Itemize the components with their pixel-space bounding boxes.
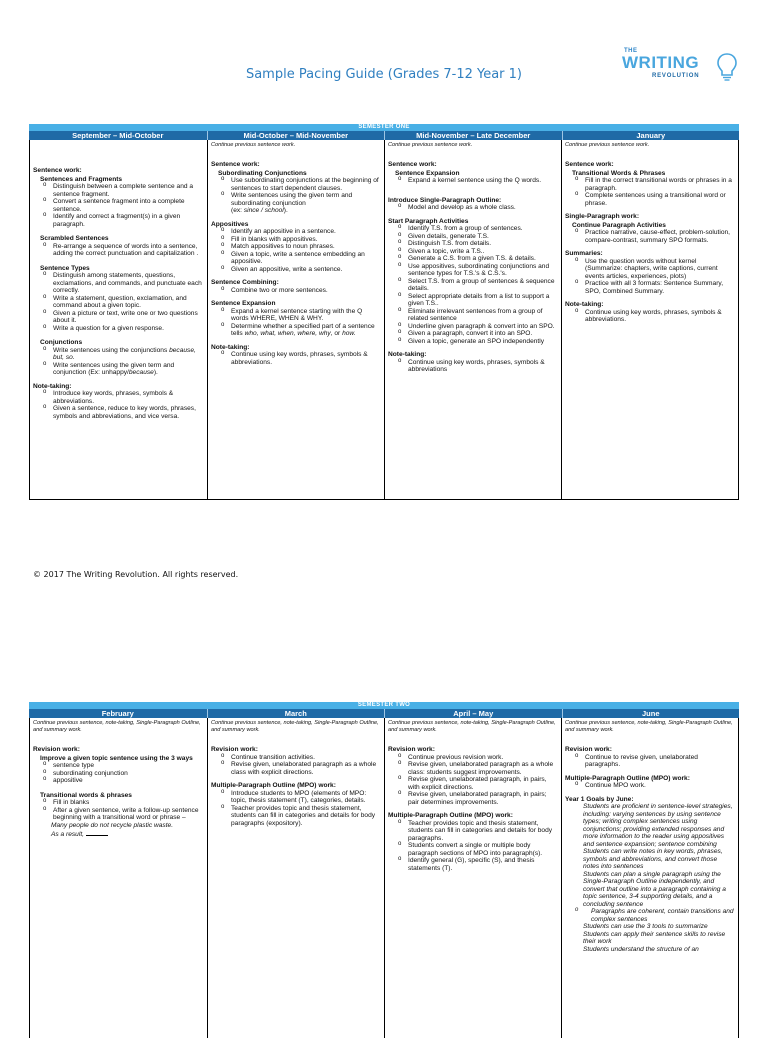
list-item: o Continue to revise given, unelaborated paragraphs. [565,754,734,769]
continue-note: Continue previous sentence, note-taking, Single-Paragraph Outline, and summary work. [33,720,201,733]
writing-revolution-logo [622,48,742,88]
heading: Sentence Expansion [211,300,276,307]
list-item: o Fill in blanks with appositives. [211,236,380,244]
list-item: o Teacher provides topic and thesis statement, students can fill in categories and details for body paragraphs. [388,820,557,843]
heading: Sentence work: [211,161,260,168]
semester-two-months [29,709,739,718]
subheading: Transitional words & phrases [40,791,132,799]
continue-note: Continue previous sentence, note-taking, Single-Paragraph Outline, and summary work. [388,720,556,733]
logo-the-text: THE [624,48,638,54]
column-april-may [384,718,561,1038]
heading: Appositives [211,220,249,228]
list-item: o Identify T.S. from a group of sentences. [388,225,557,233]
goal-item: Students can apply their sentence skills to revise their work [583,930,726,945]
list-item: o Given a sentence, reduce to key words, phrases, symbols and abbreviations, and vice versa. [33,405,203,420]
continue-note: Continue previous sentence, note-taking, Single-Paragraph Outline, and summary work. [565,720,733,733]
list-item: o Distinguish among statements, questions, exclamations, and commands, and punctuate each correctly. [33,272,203,295]
heading: Note-taking: [33,382,72,390]
column-oct-nov [207,140,384,499]
list-item: o Use the question words without kernel (Summarize: chapters, write captions, current events articles, experiences, plots) [565,258,734,281]
month-header: June [562,709,740,718]
semester-one-banner: SEMESTER ONE [29,124,739,131]
list-item: o Write a question for a given response. [33,325,203,333]
heading: Revision work: [211,746,258,753]
list-item: o Continue previous revision work. [388,754,557,762]
list-item: o Continue using key words, phrases, symbols & abbreviations [388,359,557,374]
heading: Summaries: [565,250,603,257]
list-item: o Identify an appositive in a sentence. [211,228,380,236]
list-item: o Given details, generate T.S. [388,233,557,241]
heading: Sentence Combining: [211,279,279,286]
semester-one-months [29,131,739,140]
list-item: o Practice with all 3 formats: Sentence Summary, SPO, Combined Summary. [565,280,734,295]
list-item: o Teacher provides topic and thesis statement, students can fill in categories and details for body paragraphs (expository). [211,805,380,828]
example-sentence: As a result, [33,829,203,839]
continue-note: Continue previous sentence work. [211,142,296,148]
subheading: Continue Paragraph Activities [572,221,666,229]
list-item: o Students convert a single or multiple body paragraph sections of MPO into paragraph(s). [388,842,557,857]
list-item: o Generate a C.S. from a given T.S. & details. [388,255,557,263]
subheading: Sentence Types [40,264,90,272]
list-item: o Revise given, unelaborated paragraph as a whole class with explicit directions. [211,761,380,776]
list-item: o Convert a sentence fragment into a complete sentence. [33,198,203,213]
list-item: o Write sentences using the conjunctions because, but, so. [33,347,203,362]
page-title: Sample Pacing Guide (Grades 7-12 Year 1) [245,67,523,82]
column-january [561,140,738,499]
list-item: o Revise given, unelaborated paragraph, in pairs, with explicit directions. [388,776,557,791]
goal-subitem: o Paragraphs are coherent, contain transitions and complex sentences [565,908,734,923]
list-item: o Practice narrative, cause-effect, problem-solution, compare-contrast, summary SPO formats. [565,229,734,244]
list-item: o Underline given paragraph & convert into an SPO. [388,323,557,331]
heading: Note-taking: [211,343,250,351]
list-item: o Select T.S. from a group of sentences & sequence details. [388,278,557,293]
list-item: o Continue MPO work. [565,782,734,790]
heading: Note-taking: [388,351,427,358]
column-nov-dec [384,140,561,499]
month-header: February [101,709,134,718]
list-item: o subordinating conjunction [33,770,203,778]
goal-item: Students are proficient in sentence-level strategies, including: varying sentences by using sentence types; writing complex sentences using conjunctions; providing extended responses and more information to the reader using appositives and sentence expansion; sentence combining [583,803,733,848]
list-item: o Identify and correct a fragment(s) in a given paragraph. [33,213,203,228]
list-item: o Given a paragraph, convert it into an SPO. [388,330,557,338]
list-item: o Write a statement, question, exclamation, and command about a given topic. [33,295,203,310]
list-item: o Identify general (G), specific (S), and thesis statements (T). [388,857,557,872]
list-item: o Use appositives, subordinating conjunctions and sentence types for T.S.'s & C.S.'s. [388,263,557,278]
continue-note: Continue previous sentence work. [565,142,650,148]
column-february [30,718,207,1038]
subheading: Sentence Expansion [395,169,460,177]
semester-two-table [29,702,739,1038]
list-item: o Use subordinating conjunctions at the beginning of sentences to start dependent clauses. [211,177,380,192]
subheading: Conjunctions [40,339,83,346]
month-header: Mid-November – Late December [384,131,562,140]
goal-item: Students can use the 3 tools to summarize [583,923,708,930]
list-item: o Expand a kernel sentence using the Q words. [388,177,557,185]
subheading: Transitional Words & Phrases [572,169,666,177]
heading: Sentence work: [33,167,82,174]
heading: Sentence work: [565,161,614,168]
list-item: o Given a topic, write a T.S.. [388,248,557,256]
subheading: Scrambled Sentences [40,235,109,242]
list-item: o Given a topic, generate an SPO independently [388,338,557,346]
list-item: o Write sentences using the given term and subordinating conjunction (ex: since / school). [211,192,380,215]
list-item: o sentence type [33,762,203,770]
heading: Note-taking: [565,301,604,308]
heading: Introduce Single-Paragraph Outline: [388,196,502,204]
column-june [561,718,738,1038]
list-item: o Distinguish T.S. from details. [388,240,557,248]
list-item: o Continue using key words, phrases, symbols & abbreviations. [211,351,380,366]
list-item: o Continue using key words, phrases, symbols & abbreviations. [565,309,734,324]
logo-writing-text: WRITING [622,53,700,72]
continue-note: Continue previous sentence, note-taking, Single-Paragraph Outline, and summary work. [211,720,379,733]
list-item: o Combine two or more sentences. [211,287,380,295]
month-header: January [562,131,740,140]
column-sep-oct [30,140,207,499]
list-item: o After a given sentence, write a follow-up sentence beginning with a transitional word or phrase – [33,807,203,822]
list-item: o Introduce students to MPO (elements of MPO: topic, thesis statement (T), categories, details. [211,790,380,805]
subheading: Subordinating Conjunctions [218,169,307,177]
heading: Multiple-Paragraph Outline (MPO) work: [565,774,690,782]
goal-item: Students understand the structure of an [583,945,699,953]
heading: Revision work: [565,746,612,753]
list-item: o Complete sentences using a transitional word or phrase. [565,192,734,207]
goal-item: Students can write notes in key words, phrases, symbols and abbreviations, and convert those notes into sentences [583,848,723,870]
list-item: o Revise given, unelaborated paragraph, in pairs; pair determines improvements. [388,791,557,806]
heading: Multiple-Paragraph Outline (MPO) work: [388,812,513,819]
heading: Revision work: [388,746,435,753]
list-item: o Write sentences using the given term and conjunction (Ex: unhappy/because). [33,362,203,377]
heading: Sentence work: [388,161,437,168]
list-item: o Eliminate irrelevant sentences from a group of related sentence [388,308,557,323]
list-item: o Model and develop as a whole class. [388,204,557,212]
heading: Single-Paragraph work: [565,213,640,220]
semester-two-banner: SEMESTER TWO [29,702,739,709]
continue-note: Continue previous sentence work. [388,142,473,148]
heading: Year 1 Goals by June: [565,795,634,803]
month-header: Mid-October – Mid-November [207,131,385,140]
list-item: o Distinguish between a complete sentence and a sentence fragment. [33,183,203,198]
logo-revolution-text: REVOLUTION [652,73,700,79]
example-sentence: Many people do not recycle plastic waste. [51,821,174,829]
list-item: o Revise given, unelaborated paragraph as a whole class: students suggest improvements. [388,761,557,776]
list-item: o Continue transition activities. [211,754,380,762]
heading: Multiple-Paragraph Outline (MPO) work: [211,782,336,789]
goal-item: Students can plan a single paragraph using the Single-Paragraph Outline independently, and convert that outline into a paragraph containing a topic sentence, 3-4 supporting details, and a concluding sentence [583,870,726,908]
list-item: o Given a picture or text, write one or two questions about it. [33,310,203,325]
lightbulb-icon [716,52,738,82]
semester-one-table [29,124,739,500]
subheading: Sentences and Fragments [40,175,123,183]
list-item: o Given an appositive, write a sentence. [211,266,380,274]
list-item: o Fill in blanks [33,799,203,807]
list-item: o Re-arrange a sequence of words into a sentence, adding the correct punctuation and capitalization . [33,243,203,258]
list-item: o Fill in the correct transitional words or phrases in a paragraph. [565,177,734,192]
list-item: o Select appropriate details from a list to support a given T.S.. [388,293,557,308]
list-item: o Match appositives to noun phrases. [211,243,380,251]
list-item: o Introduce key words, phrases, symbols & abbreviations. [33,390,203,405]
list-item: o Given a topic, write a sentence embedding an appositive. [211,251,380,266]
list-item: o appositive [33,777,203,785]
subheading: Improve a given topic sentence using the 3 ways [40,754,193,762]
month-header: March [207,709,385,718]
month-header: April – May [384,709,562,718]
heading: Revision work: [33,746,80,753]
copyright-notice: © 2017 The Writing Revolution. All rights reserved. [33,570,239,579]
month-header: September – Mid-October [72,131,164,140]
list-item: o Expand a kernel sentence starting with the Q words WHERE, WHEN & WHY. [211,308,380,323]
list-item: o Determine whether a specified part of a sentence tells who, what, when, where, why, or how. [211,323,380,338]
heading: Start Paragraph Activities [388,217,469,225]
column-march [207,718,384,1038]
